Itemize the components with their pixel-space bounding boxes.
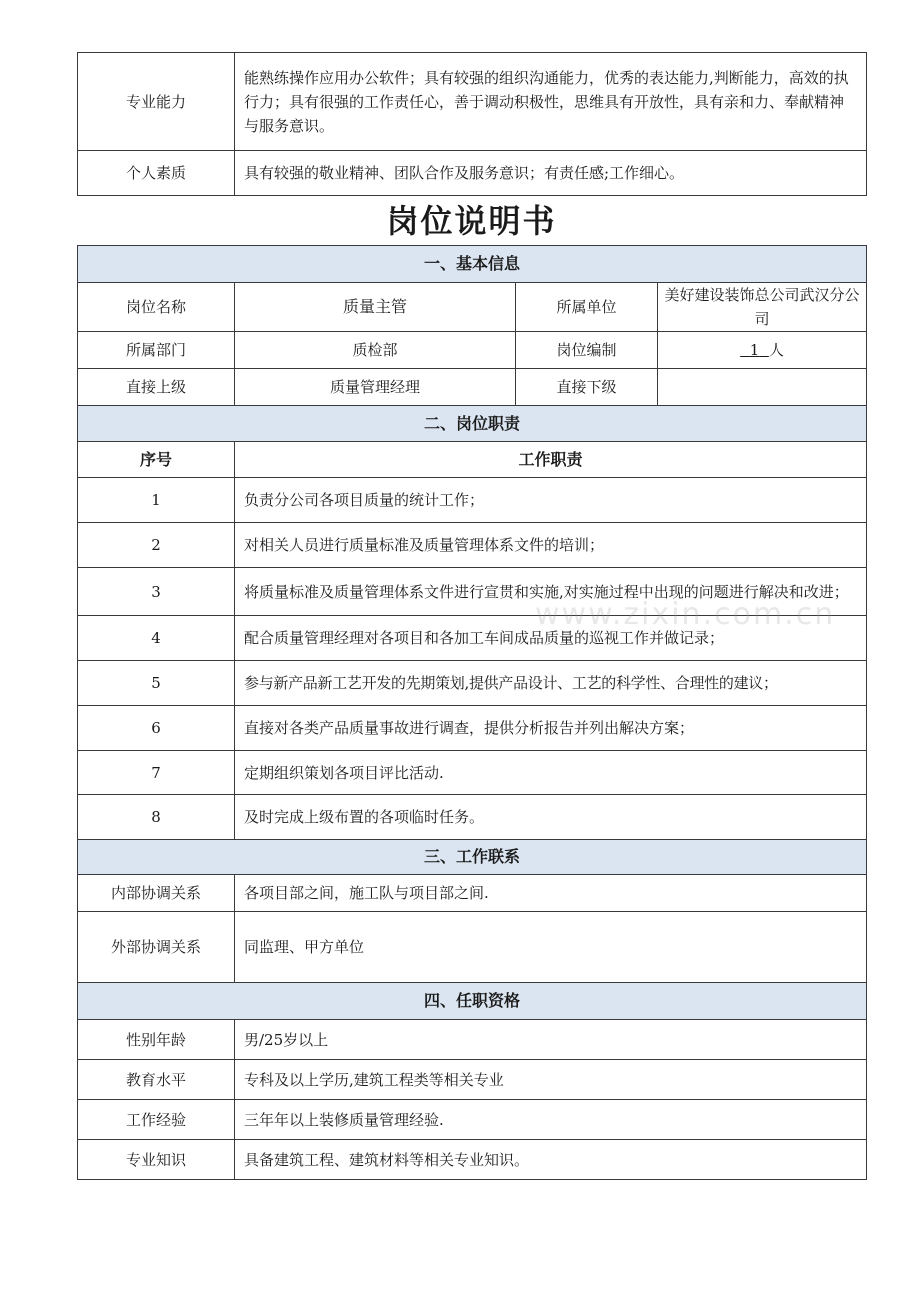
- row-label: 个人素质: [78, 151, 235, 196]
- table-row: [78, 706, 867, 751]
- duty-text: 负责分公司各项目质量的统计工作；: [235, 478, 867, 523]
- section-header: [78, 246, 867, 283]
- qualification-value: 具备建筑工程、建筑材料等相关专业知识。: [235, 1140, 867, 1180]
- qualification-value: 男/25岁以上: [235, 1020, 867, 1060]
- unit-value: 美好建设装饰总公司武汉分公司: [658, 283, 867, 332]
- duty-no: 8: [78, 795, 235, 840]
- table-row: [78, 912, 867, 983]
- internal-value: 各项目部之间，施工队与项目部之间.: [235, 875, 867, 912]
- table-row: [78, 1020, 867, 1060]
- table-row: [78, 1140, 867, 1180]
- section-heading-basic-info: 一、基本信息: [78, 246, 867, 283]
- section-header: [78, 983, 867, 1020]
- duty-no: 5: [78, 661, 235, 706]
- position-value: 质量主管: [235, 283, 516, 332]
- section-header: [78, 840, 867, 875]
- headcount-number: 1: [749, 341, 760, 359]
- row-label: 专业能力: [78, 53, 235, 151]
- page-title: 岗位说明书: [386, 202, 557, 240]
- duties-column-header: [78, 442, 867, 478]
- external-value: 同监理、甲方单位: [235, 912, 867, 983]
- col-header-no: 序号: [78, 442, 235, 478]
- duty-text: 定期组织策划各项目评比活动.: [235, 751, 867, 795]
- duty-no: 1: [78, 478, 235, 523]
- dept-label: 所属部门: [78, 332, 235, 369]
- headcount-label: 岗位编制: [516, 332, 658, 369]
- unit-label: 所属单位: [516, 283, 658, 332]
- duty-text: 参与新产品新工艺开发的先期策划,提供产品设计、工艺的科学性、合理性的建议；: [235, 661, 867, 706]
- qualification-value: 专科及以上学历,建筑工程类等相关专业: [235, 1060, 867, 1100]
- table-row: [78, 875, 867, 912]
- table-row: [78, 283, 867, 332]
- table-row: [78, 795, 867, 840]
- external-label: 外部协调关系: [78, 912, 235, 983]
- dept-value: 质检部: [235, 332, 516, 369]
- table-row: [78, 332, 867, 369]
- section-header: [78, 406, 867, 442]
- qualification-label: 专业知识: [78, 1140, 235, 1180]
- duty-no: 7: [78, 751, 235, 795]
- duty-no: 3: [78, 568, 235, 616]
- duty-no: 2: [78, 523, 235, 568]
- duty-text: 将质量标准及质量管理体系文件进行宣贯和实施,对实施过程中出现的问题进行解决和改进；: [235, 568, 867, 616]
- watermark: www.zixin.com.cn: [535, 597, 836, 632]
- duty-text: 对相关人员进行质量标准及质量管理体系文件的培训；: [235, 523, 867, 568]
- table-row: [78, 478, 867, 523]
- section-heading-qualifications: 四、任职资格: [78, 983, 867, 1020]
- duty-text: 及时完成上级布置的各项临时任务。: [235, 795, 867, 840]
- continuation-table: [77, 52, 867, 196]
- table-row: [78, 53, 867, 151]
- duty-text: 配合质量管理经理对各项目和各加工车间成品质量的巡视工作并做记录；: [235, 616, 867, 661]
- section-heading-duties: 二、岗位职责: [78, 406, 867, 442]
- superior-label: 直接上级: [78, 369, 235, 406]
- table-row: [78, 523, 867, 568]
- position-label: 岗位名称: [78, 283, 235, 332]
- qualification-label: 教育水平: [78, 1060, 235, 1100]
- duty-no: 6: [78, 706, 235, 751]
- qualification-label: 工作经验: [78, 1100, 235, 1140]
- qualification-label: 性别年龄: [78, 1020, 235, 1060]
- duty-text: 直接对各类产品质量事故进行调查，提供分析报告并列出解决方案；: [235, 706, 867, 751]
- section-heading-relations: 三、工作联系: [78, 840, 867, 875]
- subordinate-label: 直接下级: [516, 369, 658, 406]
- table-row: [78, 751, 867, 795]
- qualification-value: 三年年以上装修质量管理经验.: [235, 1100, 867, 1140]
- row-content: 具有较强的敬业精神、团队合作及服务意识；有责任感;工作细心。: [235, 151, 867, 196]
- headcount-unit: 人: [768, 341, 784, 359]
- table-row: [78, 1100, 867, 1140]
- internal-label: 内部协调关系: [78, 875, 235, 912]
- duty-no: 4: [78, 616, 235, 661]
- table-row: [78, 369, 867, 406]
- job-description-table: [77, 245, 867, 1180]
- headcount-value: [658, 332, 867, 369]
- subordinate-value: [658, 369, 867, 406]
- col-header-duty: 工作职责: [235, 442, 867, 478]
- row-content: 能熟练操作应用办公软件；具有较强的组织沟通能力，优秀的表达能力,判断能力，高效的执行力；具有很强的工作责任心，善于调动积极性，思维具有开放性，具有亲和力、奉献精神与服务意识。: [235, 53, 867, 151]
- superior-value: 质量管理经理: [235, 369, 516, 406]
- table-row: [78, 151, 867, 196]
- table-row: [78, 1060, 867, 1100]
- table-row: [78, 661, 867, 706]
